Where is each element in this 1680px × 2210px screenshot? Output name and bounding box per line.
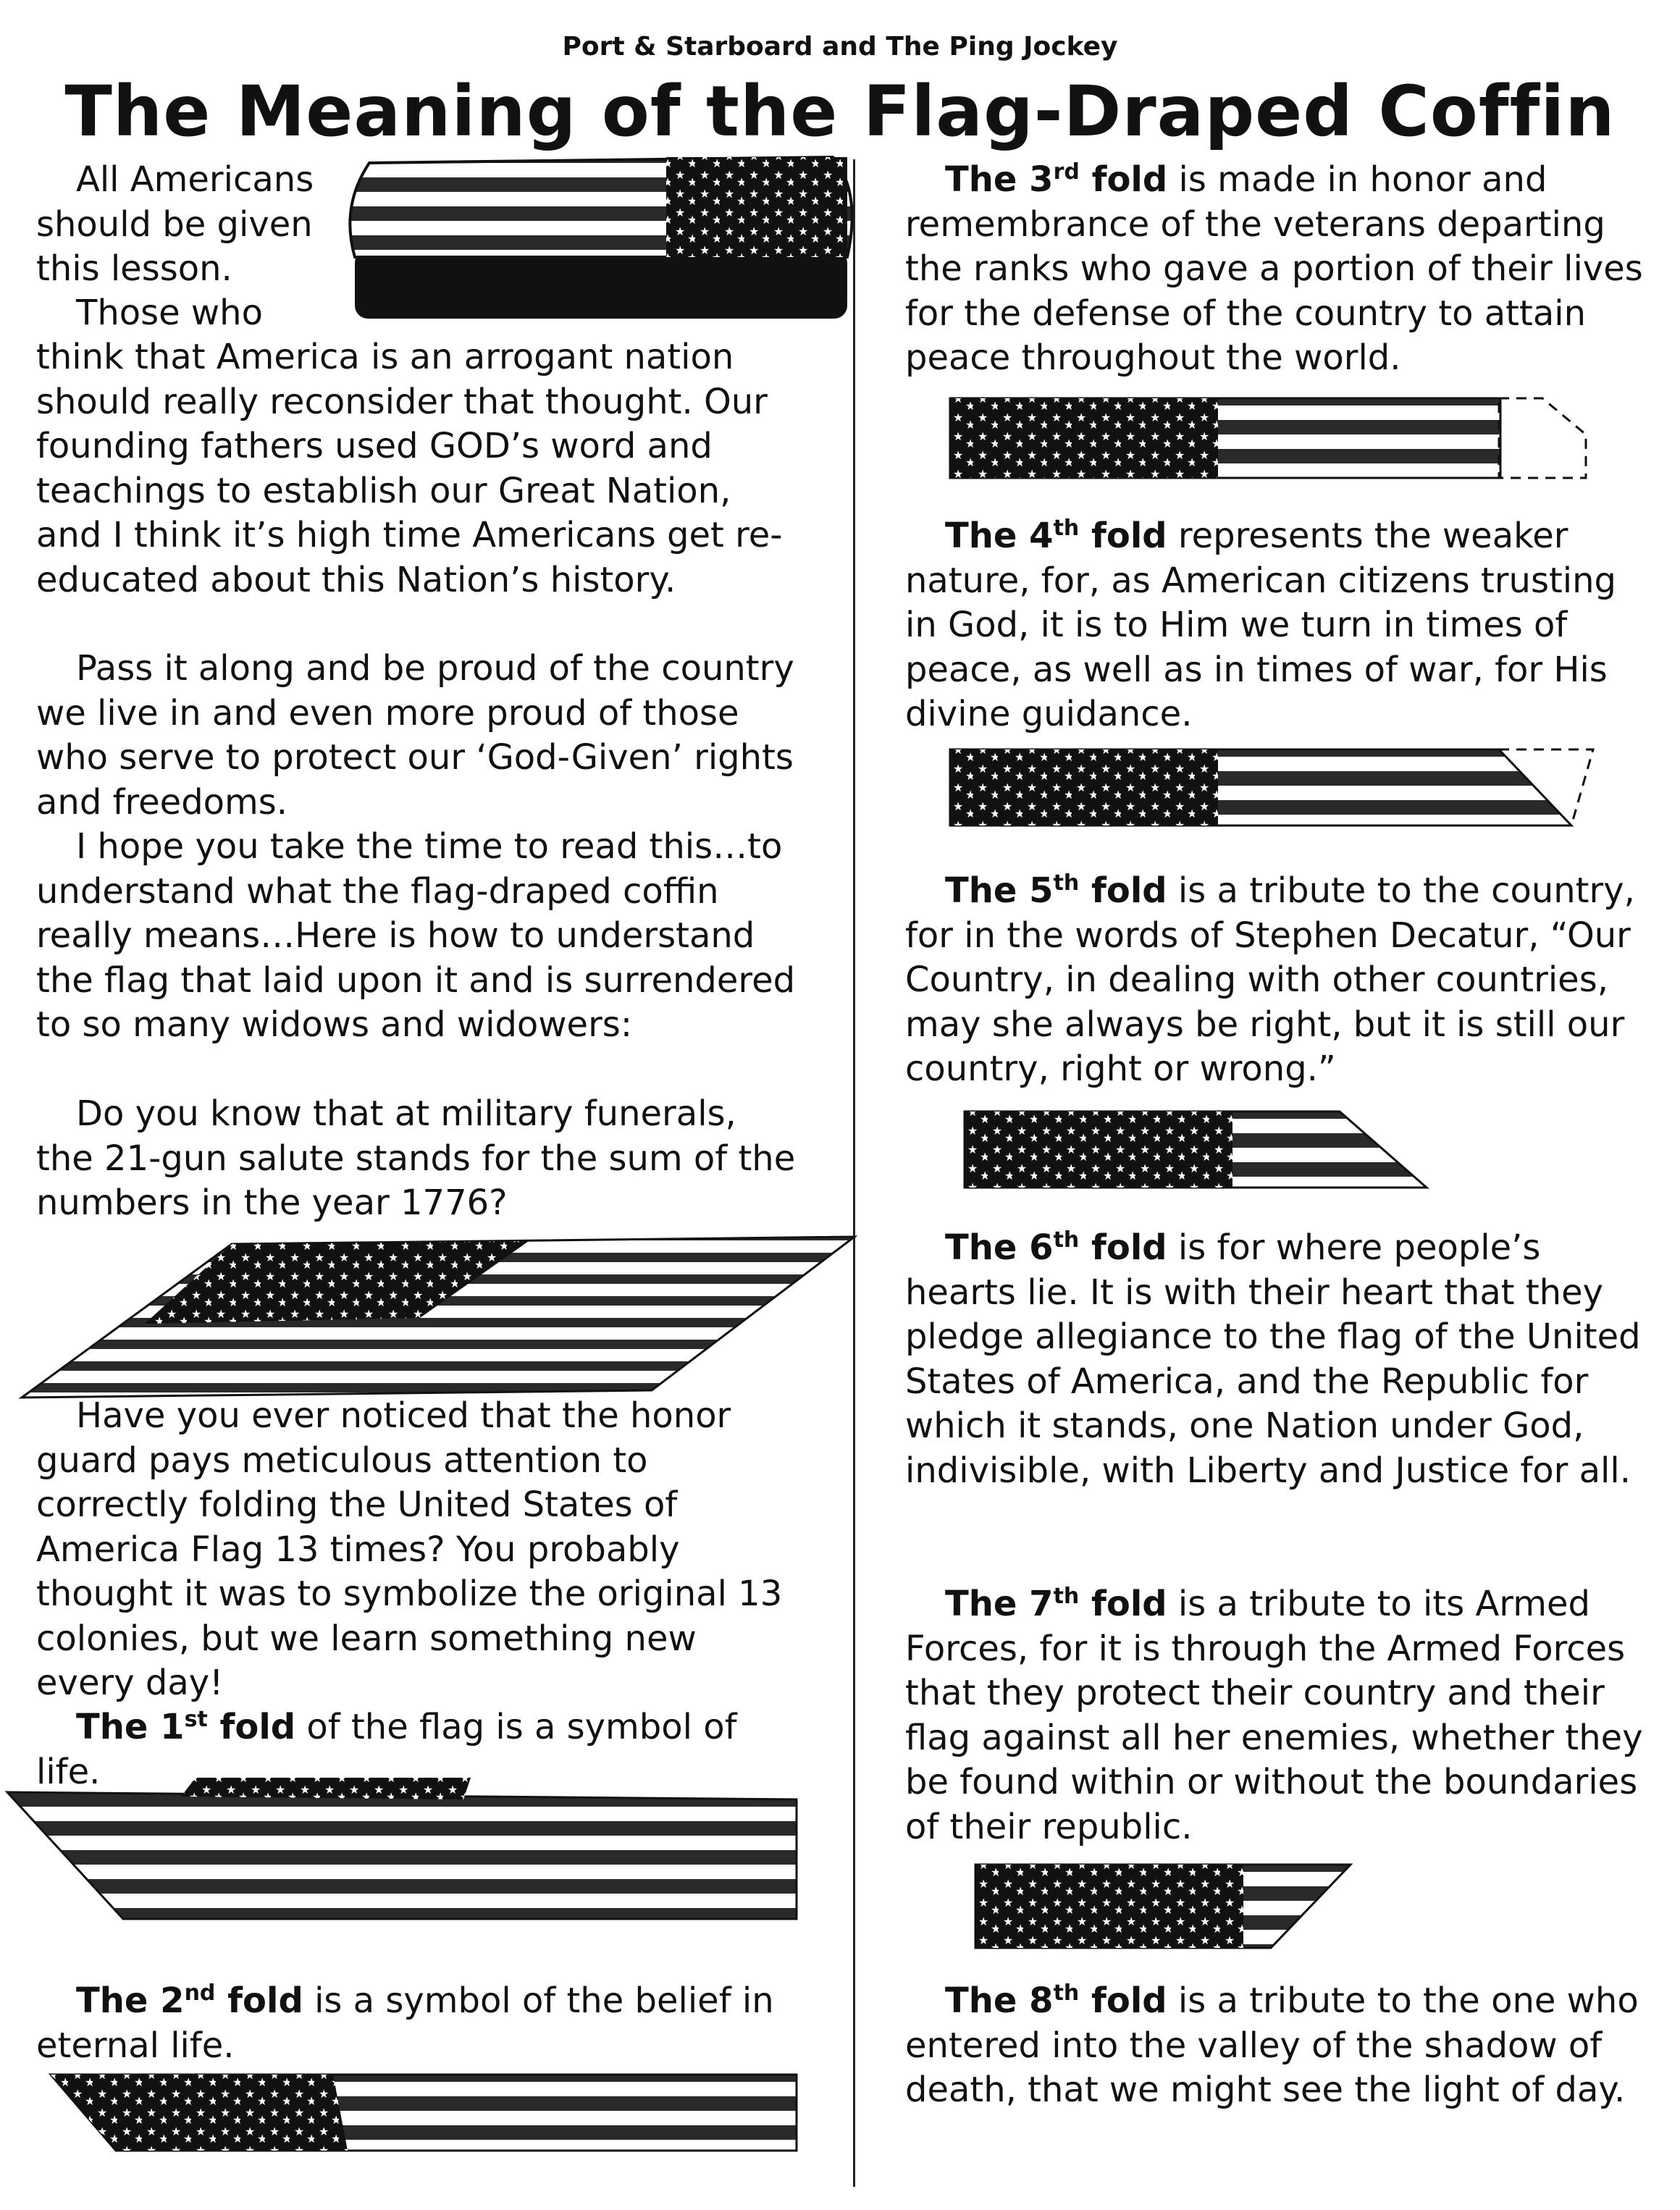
fold-2-flag-image bbox=[43, 2067, 804, 2161]
fold-2-paragraph: The 2nd fold is a symbol of the belief in eternal life. bbox=[36, 1980, 774, 2066]
flag-draped-coffin-image bbox=[326, 148, 876, 322]
fold-1-flag-image bbox=[0, 1763, 804, 1930]
intro-paragraph-5: Do you know that at military funerals, the 21-gun salute stands for the sum of the numbers in the year 1776? bbox=[36, 1093, 796, 1223]
fold-1-paragraph: The 1st fold of the flag is a symbol of life. bbox=[36, 1707, 737, 1792]
intro-paragraph-2 bbox=[36, 335, 797, 602]
american-flag-image bbox=[14, 1231, 862, 1405]
fold-5-paragraph: The 5th fold is a tribute to the country, for in the words of Stephen Decatur, “Our Country, in dealing with other countries, may she always be right, but it is still our country, right or wrong.” bbox=[905, 870, 1635, 1089]
honor-guard-paragraph: Have you ever noticed that the honor guard pays meticulous attention to correctly folding the United States of America Flag 13 times? You probably thought it was to symbolize the original 13 colonies, but we learn something new every day! bbox=[36, 1395, 783, 1703]
page-title: The Meaning of the Flag-Draped Coffin bbox=[64, 71, 1616, 152]
intro-paragraph-4: I hope you take the time to read this…to understand what the flag-draped coffin really means…Here is how to understand the flag that laid upon it and is surrendered to so many widows and widowers: bbox=[36, 826, 796, 1045]
fold-7-paragraph: The 7th fold is a tribute to its Armed Forces, for it is through the Armed Forces that they protect their country and their flag against all her enemies, whether they be found within or without the boundaries of their republic. bbox=[905, 1584, 1643, 1847]
intro-paragraph-3: Pass it along and be proud of the country we live in and even more proud of those who serve to protect our ‘God-Given’ rights and freedoms. bbox=[36, 648, 794, 823]
fold-5-flag-image bbox=[963, 1104, 1456, 1206]
intro-paragraph-2a: Those who bbox=[76, 293, 263, 333]
fold-6-paragraph: The 6th fold is for where people’s hearts lie. It is with their heart that they pledge allegiance to the flag of the United States of America, and the Republic for which it stands, one Nation under God, indivisible, with Liberty and Justice for all. bbox=[905, 1227, 1641, 1491]
intro-paragraph-2-text: think that America is an arrogant nation should really reconsider that thought. Our founding fathers used GOD’s word and teachings to establish our Great Nation, and I think it’s high time Americans get re-educated about this Nation’s history. bbox=[36, 337, 783, 600]
intro-paragraph-1: All Americans should be given this lesson. bbox=[36, 159, 314, 289]
column-divider bbox=[853, 159, 855, 2187]
fold-4-flag-image bbox=[949, 742, 1600, 844]
fold-4-paragraph: The 4th fold represents the weaker nature, for, as American citizens trusting in God, it is to Him we turn in times of peace, as well as in times of war, for His divine guidance. bbox=[905, 516, 1617, 734]
page-subtitle: Port & Starboard and The Ping Jockey bbox=[562, 32, 1118, 62]
fold-7-flag-image bbox=[974, 1857, 1365, 1959]
fold-8-paragraph: The 8th fold is a tribute to the one who entered into the valley of the shadow of death, that we might see the light of day. bbox=[905, 1980, 1639, 2110]
fold-3-paragraph: The 3rd fold is made in honor and remembrance of the veterans departing the ranks who gave a portion of their lives for the defense of the country to attain peace throughout the world. bbox=[905, 159, 1643, 378]
fold-3-flag-image bbox=[949, 391, 1600, 492]
